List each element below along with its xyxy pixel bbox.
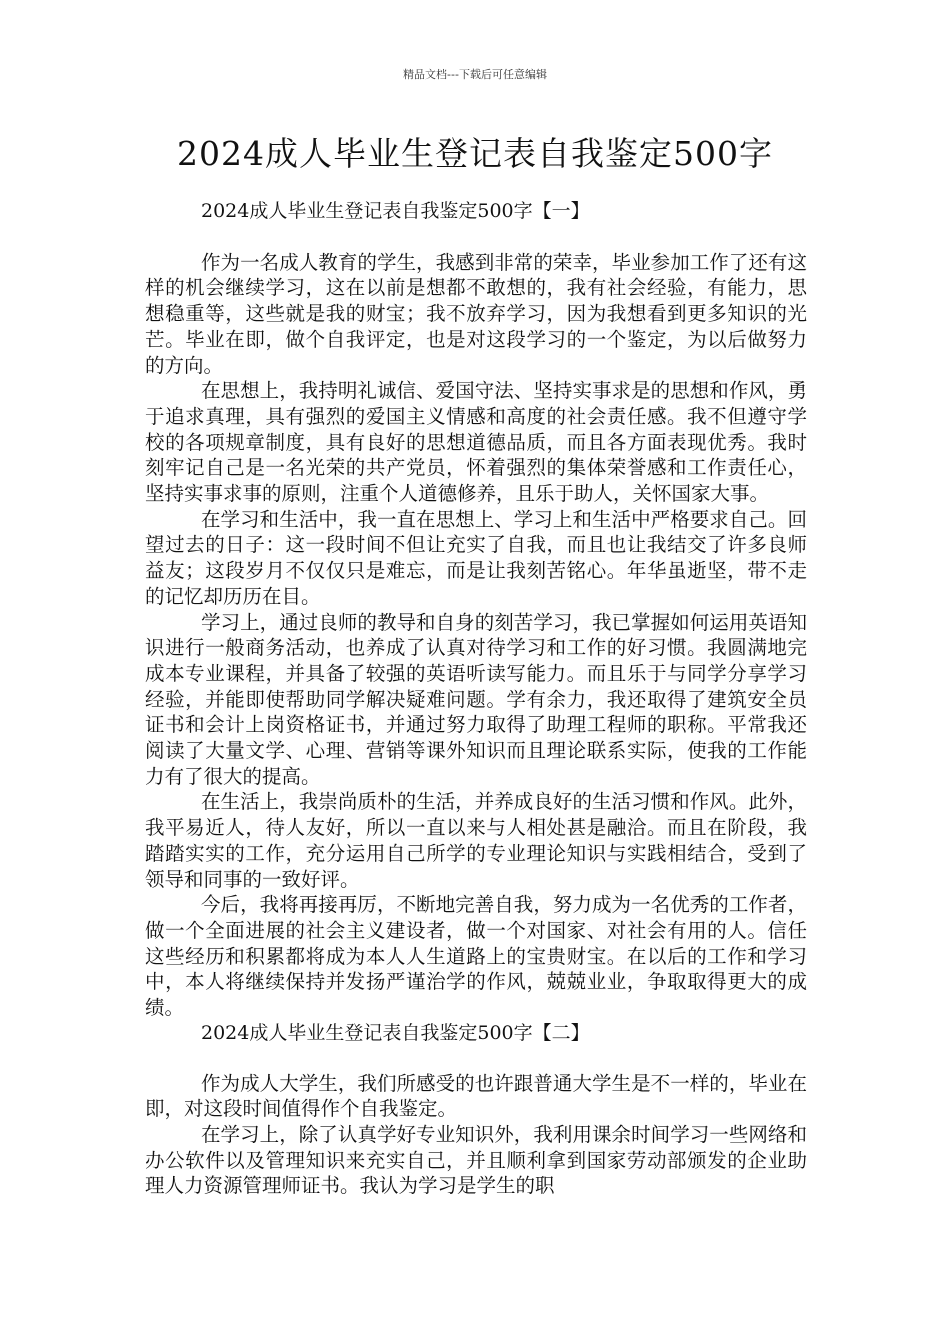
section-heading-1: 2024成人毕业生登记表自我鉴定500字【一】	[201, 200, 590, 222]
paragraph: 学习上，通过良师的教导和自身的刻苦学习，我已掌握如何运用英语知识进行一般商务活动，也养成了认真对待学习和工作的好习惯。我圆满地完成本专业课程，并具备了较强的英语听读写能力。而且乐于与同学分享学习经验，并能即使帮助同学解决疑难问题。学有余力，我还取得了建筑安全员证书和会计上岗资格证书，并通过努力取得了助理工程师的职称。平常我还阅读了大量文学、心理、营销等课外知识而且理论联系实际，使我的工作能力有了很大的提高。	[145, 610, 807, 788]
paragraph: 今后，我将再接再厉，不断地完善自我，努力成为一名优秀的工作者，做一个全面进展的社会主义建设者，做一个对国家、对社会有用的人。信任这些经历和积累都将成为本人人生道路上的宝贵财宝。在以后的工作和学习中，本人将继续保持并发扬严谨治学的作风，兢兢业业，争取取得更大的成绩。	[145, 893, 807, 1020]
paragraph: 作为一名成人教育的学生，我感到非常的荣幸，毕业参加工作了还有这样的机会继续学习，这在以前是想都不敢想的，我有社会经验，有能力，思想稳重等，这些就是我的财宝；我不放弃学习，因为我想看到更多知识的光芒。毕业在即，做个自我评定，也是对这段学习的一个鉴定，为以后做努力的方向。	[145, 250, 807, 377]
paragraph: 在学习上，除了认真学好专业知识外，我利用课余时间学习一些网络和办公软件以及管理知识来充实自己，并且顺利拿到国家劳动部颁发的企业助理人力资源管理师证书。我认为学习是学生的职	[145, 1122, 807, 1198]
paragraph: 在学习和生活中，我一直在思想上、学习上和生活中严格要求自己。回望过去的日子：这一段时间不但让充实了自我，而且也让我结交了许多良师益友；这段岁月不仅仅只是难忘，而是让我刻苦铭心。年华虽逝坚，带不走的记忆却历历在目。	[145, 507, 807, 608]
document-title: 2024成人毕业生登记表自我鉴定500字	[177, 134, 773, 173]
header-note: 精品文档---下载后可任意编辑	[403, 68, 547, 81]
section-heading-2: 2024成人毕业生登记表自我鉴定500字【二】	[201, 1021, 590, 1044]
paragraph: 在思想上，我持明礼诚信、爱国守法、坚持实事求是的思想和作风，勇于追求真理，具有强烈的爱国主义情感和高度的社会责任感。我不但遵守学校的各项规章制度，具有良好的思想道德品质，而且各方面表现优秀。我时刻牢记自己是一名光荣的共产党员，怀着强烈的集体荣誉感和工作责任心，坚持实事求事的原则，注重个人道德修养，且乐于助人，关怀国家大事。	[145, 379, 807, 506]
paragraph: 在生活上，我崇尚质朴的生活，并养成良好的生活习惯和作风。此外，我平易近人，待人友好，所以一直以来与人相处甚是融洽。而且在阶段，我踏踏实实的工作，充分运用自己所学的专业理论知识与实践相结合，受到了领导和同事的一致好评。	[145, 790, 807, 891]
paragraph: 作为成人大学生，我们所感受的也许跟普通大学生是不一样的，毕业在即，对这段时间值得作个自我鉴定。	[145, 1071, 807, 1121]
document-body	[145, 199, 807, 1199]
